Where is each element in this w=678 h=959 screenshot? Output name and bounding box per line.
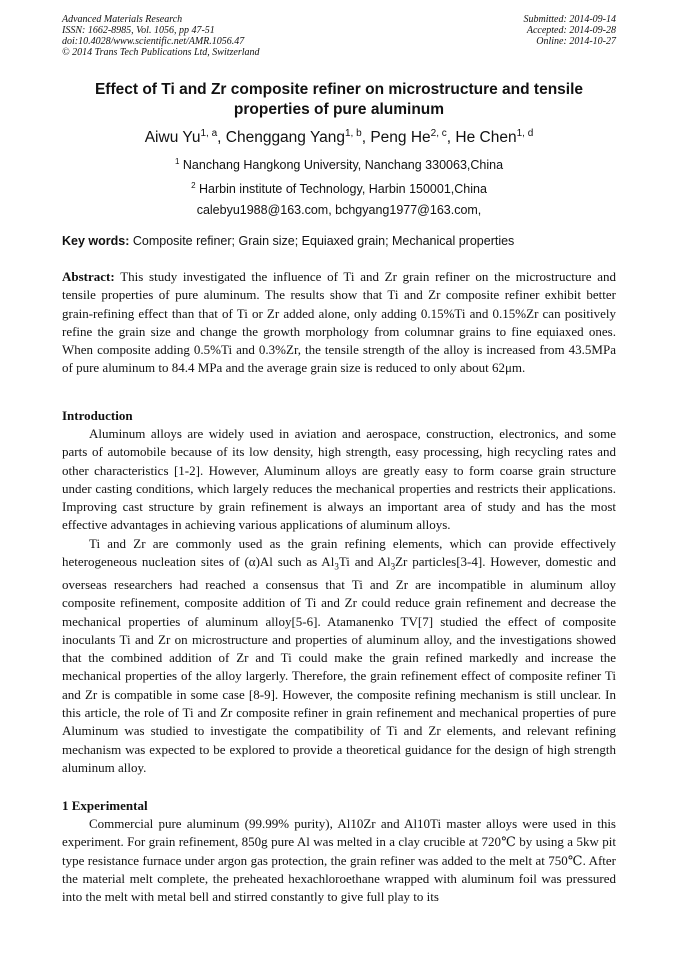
author-affiliation-mark: 2, c [430,128,447,139]
experimental-body [62,815,616,906]
title-line-1: Effect of Ti and Zr composite refiner on microstructure and tensile [94,81,584,98]
author-name: Peng He [370,129,431,147]
author-affiliation-mark: 1, a [200,128,218,139]
affiliation-2 [62,178,616,197]
email-addresses: calebyu1988@163.com, bchgyang1977@163.com, [196,203,482,217]
title-line-2: properties of pure aluminum [233,101,445,118]
introduction-paragraph-1: Aluminum alloys are widely used in aviation and aerospace, construction, electronics, and some parts of automobile because of its low density, high strength, easy processing, high recycling rates and other characteristics [1-2]. However, Aluminum alloys are greatly easy to form coarse grain structure under casting conditions, which largely reduces the mechanical properties and restricts their applications. Improving cast structure by grain refinement is always an important area of study and has the most effective advantages in achieving various applications of aluminum alloys. [62,426,616,533]
author-list [62,124,616,148]
journal-info [62,14,260,58]
subscript: 3 [390,561,396,572]
experimental-heading: 1 Experimental [62,798,148,813]
affiliation-1 [62,154,616,173]
keywords-text: Composite refiner; Grain size; Equiaxed grain; Mechanical properties [132,234,515,248]
affiliation-number: 2 [191,181,196,190]
journal-copyright: © 2014 Trans Tech Publications Ltd, Switzerland [62,47,260,58]
subscript: 3 [334,561,339,572]
abstract-text: This study investigated the influence of Ti and Zr grain refiner on the microstructure and tensile properties of pure aluminum. The results show that Ti and Zr composite refiner exhibit better grain-refining effect than that of Ti or Zr added alone, only adding 0.15%Ti and 0.15%Zr can positively refine the grain size and change the growth morphology from columnar grains to fine equiaxed ones. When composite adding 0.5%Ti and 0.3%Zr, the tensile strength of the alloy is increased from 43.5MPa of pure aluminum to 84.4 MPa and the average grain size is reduced to only about 62μm. [62,269,616,376]
online-date: Online: 2014-10-27 [536,36,616,47]
author-separator: , [217,129,226,147]
author-affiliation-mark: 1, b [345,128,362,139]
keywords-label: Key words: [62,234,130,248]
keywords [62,233,616,249]
affiliation-text: Nanchang Hangkong University, Nanchang 330063,China [182,158,504,173]
publication-dates [524,14,617,47]
journal-issn: ISSN: 1662-8985, Vol. 1056, pp 47-51 [62,25,215,36]
author-name: He Chen [455,129,517,147]
introduction-paragraph-2 [62,535,616,777]
author-affiliation-mark: 1, d [516,128,534,139]
affiliation-text: Harbin institute of Technology, Harbin 150001,China [199,182,487,197]
affiliation-number: 1 [174,157,180,166]
text-run: Zr particles[3-4]. However, domestic and overseas researchers had reached a consensus that Ti and Zr are incompatible in aluminum alloy composite refinement, composite addition of Ti and Zr could reduce grain refinement and decrease the mechanical properties of aluminum alloy[5-6]. Atamanenko TV[7] studied the effect of composite inoculants Ti and Zr on microstructure and properties of aluminum alloy, and the investigations showed that the combined addition of Zr and Ti could make the grain refined markedly and increase the mechanical properties of the alloy largerly. Therefore, the grain refinement effect of composite refiner Ti and Zr is compatible in some case [8-9]. However, the composite refining mechanism is still unclear. In this article, the role of Ti and Zr composite refiner in grain refinement and mechanical properties of pure Aluminum was studied to investigate the compatibility of Ti and Zr elements, and relevant refining mechanism was expected to be explored to provide a theoretical guidance for the design of high strength aluminum alloy. [62,554,617,775]
author-name: Chenggang Yang [225,129,345,147]
introduction-body [62,425,616,777]
submitted-date: Submitted: 2014-09-14 [523,14,616,25]
accepted-date: Accepted: 2014-09-28 [526,25,616,36]
journal-name: Advanced Materials Research [62,14,183,25]
author-separator: , [361,129,371,147]
paper-title [62,80,616,120]
abstract-label: Abstract: [62,269,115,284]
journal-doi: doi:10.4028/www.scientific.net/AMR.1056.47 [62,36,245,47]
experimental-paragraph-1: Commercial pure aluminum (99.99% purity), Al10Zr and Al10Ti master alloys were used in this experiment. For grain refinement, 850g pure Al was melted in a clay crucible at 720℃ by using a 5kw pit type resistance furnace under argon gas protection, the grain refiner was added to the melt at 750℃. After the material melt complete, the preheated hexachloroethane wrapped with aluminum foil was pressured into the melt with metal bell and stirred constantly to give full play to its [62,816,616,905]
author-name: Aiwu Yu [144,129,201,147]
abstract [62,268,616,378]
text-run: Ti and Zr are commonly used as the grain refining elements, which can provide effectively heterogeneous nucleation sites of (α)Al such as Al [62,535,616,570]
text-run: Ti and Al [338,554,391,570]
introduction-heading: Introduction [62,408,133,423]
author-separator: , [446,129,456,147]
